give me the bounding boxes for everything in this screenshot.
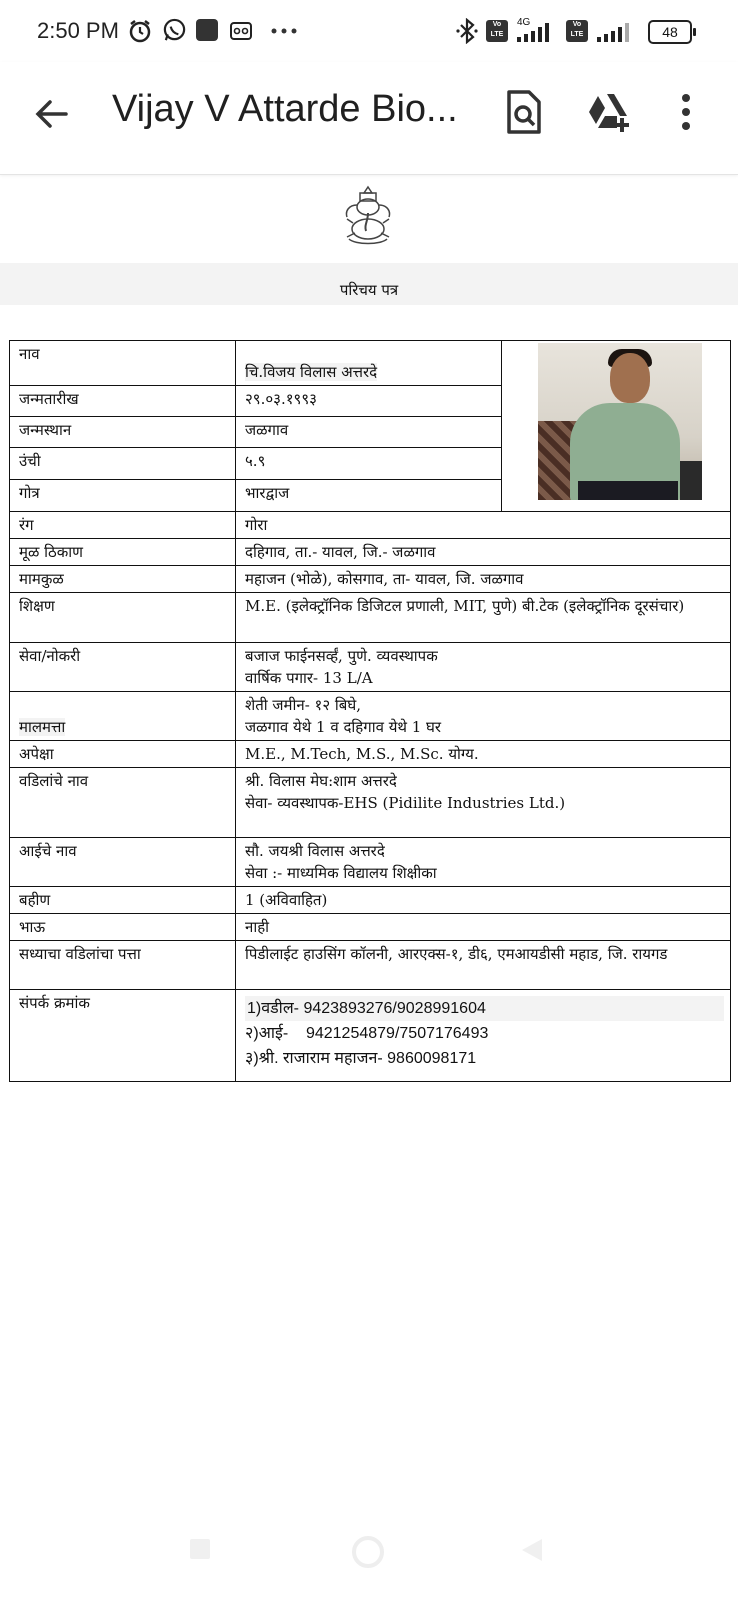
contact-relative[interactable]: ३)श्री. राजाराम महाजन- 9860098171	[245, 1050, 477, 1067]
row-label: सध्याचा वडिलांचा पत्ता	[10, 941, 236, 990]
bio-table	[9, 340, 731, 1082]
row-label: मालमत्ता	[10, 692, 236, 741]
bluetooth-icon	[456, 18, 478, 44]
table-row	[10, 887, 731, 914]
back-triangle-icon[interactable]	[520, 1537, 544, 1563]
row-label: सेवा/नोकरी	[10, 643, 236, 692]
row-value: पिडीलाईट हाउसिंग कॉलनी, आरएक्स-१, डी६, एमआयडीसी महाड, जि. रायगड	[236, 941, 731, 990]
table-row	[10, 692, 731, 741]
contact-mother[interactable]: २)आई- 9421254879/7507176493	[245, 1025, 489, 1042]
contact-numbers	[236, 990, 731, 1082]
table-row	[10, 768, 731, 838]
document-title: Vijay V Attarde Bio...	[112, 88, 458, 130]
row-value: ५.९	[236, 448, 502, 480]
volte-icon: Vo LTE	[566, 20, 588, 42]
row-label: शिक्षण	[10, 593, 236, 643]
whatsapp-icon	[162, 18, 187, 43]
alarm-icon	[127, 18, 153, 44]
table-row	[10, 593, 731, 643]
row-label: रंग	[10, 512, 236, 539]
row-value: महाजन (भोळे), कोसगाव, ता- यावल, जि. जळगाव	[236, 566, 731, 593]
table-row	[10, 512, 731, 539]
row-label: गोत्र	[10, 480, 236, 512]
row-label: मामकुळ	[10, 566, 236, 593]
row-value: बजाज फाईनसर्व्हं, पुणे. व्यवस्थापक वार्षिक पगार- 13 L/A	[236, 643, 731, 692]
row-label: जन्मतारीख	[10, 386, 236, 417]
table-row	[10, 941, 731, 990]
row-value: जळगाव	[236, 417, 502, 448]
navigation-bar	[0, 1525, 738, 1600]
row-label: वडिलांचे नाव	[10, 768, 236, 838]
row-label: आईचे नाव	[10, 838, 236, 887]
page-heading: परिचय पत्र	[339, 281, 399, 299]
row-value: गोरा	[236, 512, 731, 539]
row-value: शेती जमीन- १२ बिघे, जळगाव येथे 1 व दहिगाव येथे 1 घर	[236, 692, 731, 741]
photo-cell	[502, 341, 731, 512]
battery-icon: 48	[648, 20, 692, 44]
recents-square-icon[interactable]	[188, 1537, 212, 1561]
row-label: उंची	[10, 448, 236, 480]
app-square-icon	[195, 18, 219, 42]
row-label: अपेक्षा	[10, 741, 236, 768]
row-label: संपर्क क्रमांक	[10, 990, 236, 1082]
arrow-back-icon[interactable]	[30, 92, 74, 136]
row-value: सौ. जयश्री विलास अत्तरदे सेवा :- माध्यमिक विद्यालय शिक्षीका	[236, 838, 731, 887]
google-drive-add-icon[interactable]	[584, 88, 632, 136]
profile-photo	[538, 343, 702, 500]
table-row	[10, 341, 731, 386]
volte-icon: Vo LTE	[486, 20, 508, 42]
find-in-document-icon[interactable]	[500, 88, 548, 136]
row-label: बहीण	[10, 887, 236, 914]
row-label: मूळ ठिकाण	[10, 539, 236, 566]
table-row	[10, 643, 731, 692]
table-row	[10, 566, 731, 593]
contact-father[interactable]: 1)वडील- 9423893276/9028991604	[245, 996, 724, 1021]
row-value: नाही	[236, 914, 731, 941]
row-value: चि.विजय विलास अत्तरदे	[236, 341, 502, 386]
row-label: भाऊ	[10, 914, 236, 941]
table-row	[10, 838, 731, 887]
row-value: 1 (अविवाहित)	[236, 887, 731, 914]
status-bar	[0, 0, 738, 62]
home-circle-icon[interactable]	[351, 1535, 385, 1569]
row-value: भारद्वाज	[236, 480, 502, 512]
app-bar	[0, 62, 738, 175]
table-row	[10, 539, 731, 566]
table-row	[10, 914, 731, 941]
signal-icon	[596, 22, 632, 42]
voicemail-icon	[230, 22, 252, 40]
ganesh-icon	[335, 183, 401, 249]
more-dots-icon	[271, 28, 297, 34]
signal-icon	[515, 22, 559, 42]
status-time: 2:50 PM	[37, 18, 119, 43]
row-label: नाव	[10, 341, 236, 386]
network-type: 4G	[517, 17, 531, 28]
row-value: M.E. (इलेक्ट्रॉनिक डिजिटल प्रणाली, MIT, पुणे) बी.टेक (इलेक्ट्रॉनिक दूरसंचार)	[236, 593, 731, 643]
more-vert-icon[interactable]	[662, 88, 710, 136]
row-label: जन्मस्थान	[10, 417, 236, 448]
table-row	[10, 741, 731, 768]
row-value: श्री. विलास मेघ:शाम अत्तरदे सेवा- व्यवस्थापक-EHS (Pidilite Industries Ltd.)	[236, 768, 731, 838]
row-value: M.E., M.Tech, M.S., M.Sc. योग्य.	[236, 741, 731, 768]
row-value: दहिगाव, ता.- यावल, जि.- जळगाव	[236, 539, 731, 566]
row-value: २९.०३.१९९३	[236, 386, 502, 417]
table-row	[10, 990, 731, 1082]
